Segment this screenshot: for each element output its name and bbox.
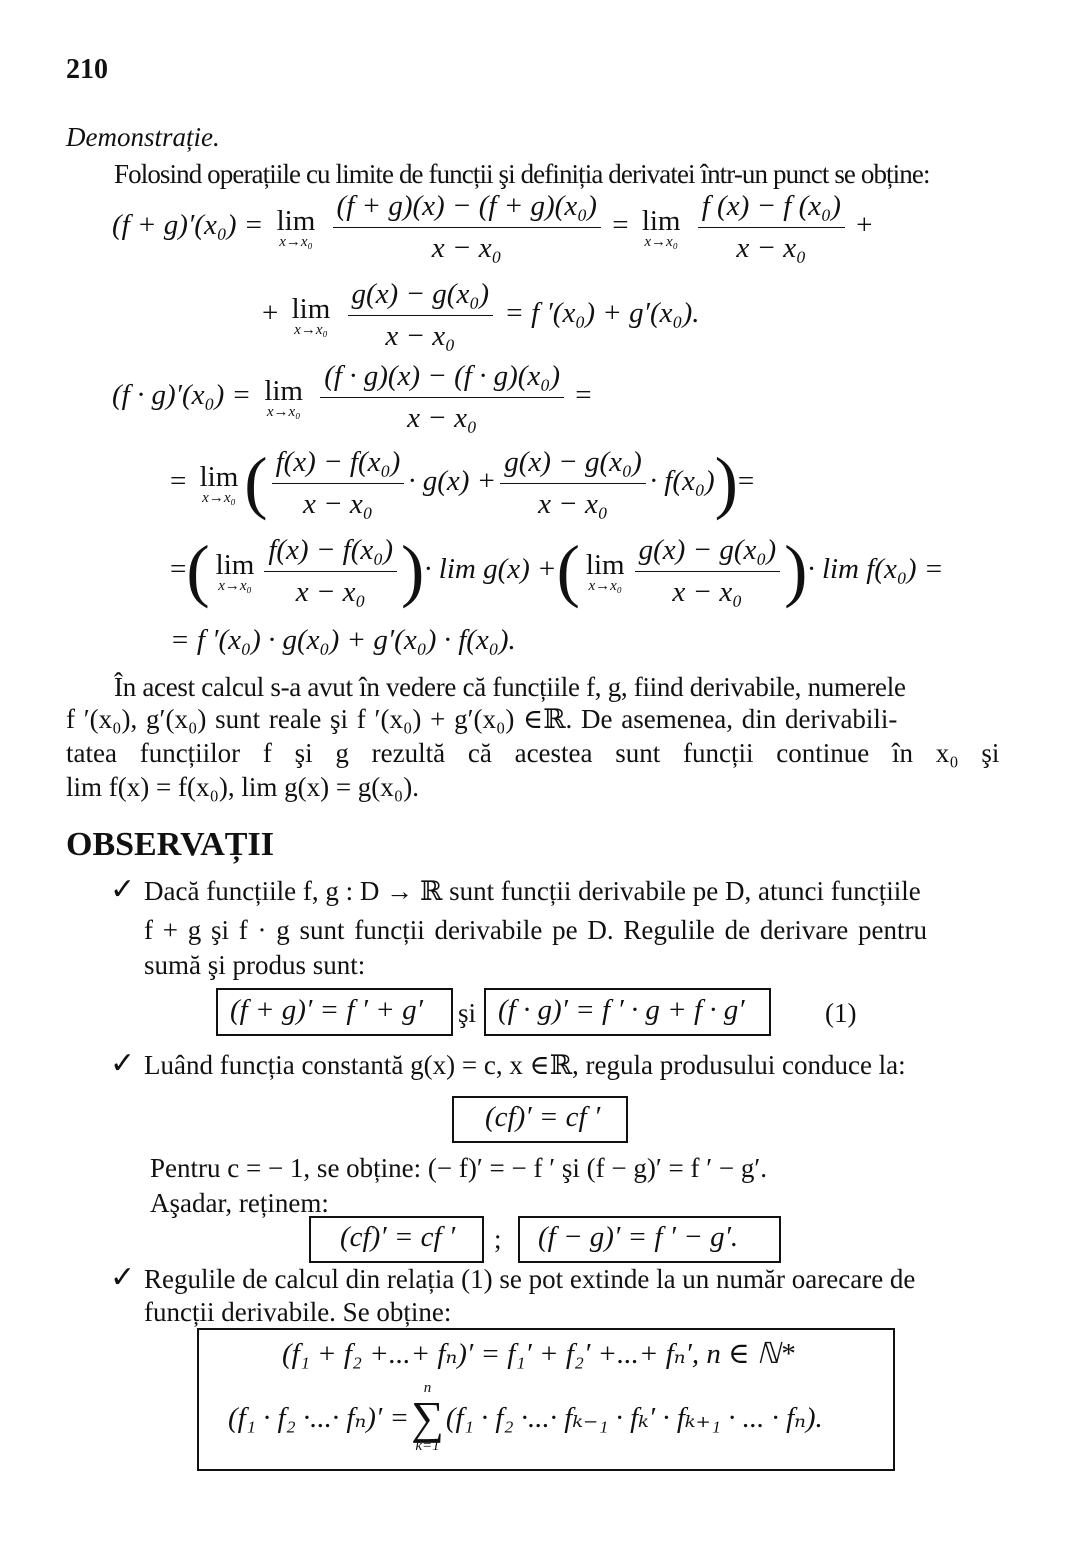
formula-cf2: (cf)′ = cf ′: [340, 1221, 456, 1253]
eq-prod-line1: (f · g)′(x₀) = lim x→x₀ $\frac{\text{(f · g)(x) − (f · g)(x₀)}}{\text{x − x₀}}$ =: [112, 360, 592, 434]
formula-sum: (f + g)′ = f ′ + g′: [230, 994, 423, 1026]
observations-heading: OBSERVAȚII: [66, 826, 274, 863]
fraction: $\frac{\text{f(x) − f(x₀)}}{\text{x − x₀}}$: [272, 446, 405, 521]
eq-prod-line3: =( lim x→x₀ $\frac{\text{f(x) − f(x₀)}}{\text{x − x₀}}$ )· lim g(x) +( lim x→x₀ $\frac{\text{g(x) − g(x₀)}}{\text{x − x₀}}$ )· lim f(x₀) =: [170, 532, 944, 610]
obs1-line2: f + g şi f · g sunt funcții derivabile pe D. Regulile de derivare pentru: [144, 915, 928, 945]
fraction: $\frac{\text{g(x) − g(x₀)}}{\text{x − x₀}}$: [348, 278, 494, 353]
and-word: şi: [458, 998, 477, 1028]
check-icon: ✓: [110, 873, 136, 906]
limit: lim x→x₀: [264, 374, 303, 420]
obs2-line3: Aşadar, reținem:: [150, 1188, 329, 1218]
fraction: $\frac{\text{g(x) − g(x₀)}}{\text{x − x₀}}$: [500, 446, 646, 521]
paragraph-line1: În acest calcul s-a avut în vedere că funcțiile f, g, fiind derivabile, numerele: [114, 672, 906, 702]
eq-sum-line2: + lim x→x₀ $\frac{\text{g(x) − g(x₀)}}{\text{x − x₀}}$ = f ′(x₀) + g′(x₀).: [262, 278, 700, 352]
separator: ;: [494, 1224, 502, 1254]
formula-diff: (f − g)′ = f ′ − g′.: [538, 1221, 739, 1253]
sum-operator: n ∑ k=1: [411, 1380, 444, 1455]
fraction: $\frac{\text{f(x) − f(x₀)}}{\text{x − x₀}}$: [264, 534, 397, 609]
formula-general-product: (f₁ · f₂ ·...· fₙ)′ = n ∑ k=1 (f₁ · f₂ ·...· fₖ₋₁ · fₖ′ · fₖ₊₁ · ... · fₙ).: [228, 1380, 823, 1455]
obs3-line2: funcții derivabile. Se obține:: [144, 1297, 452, 1327]
page-number: 210: [66, 54, 108, 85]
formula-cf: (cf)′ = cf ′: [485, 1101, 601, 1133]
obs2-line1: Luând funcția constantă g(x) = c, x ∈ℝ, regula produsului conduce la:: [144, 1050, 906, 1080]
paragraph-line2: f ′(x₀), g′(x₀) sunt reale şi f ′(x₀) + g′(x₀) ∈ℝ. De asemenea, din derivabili-: [66, 704, 898, 734]
intro-sentence: Folosind operațiile cu limite de funcții şi definiția derivatei într-un punct se obține:: [114, 159, 930, 189]
eq-prod-line4: = f ′(x₀) · g(x₀) + g′(x₀) · f(x₀).: [170, 624, 516, 656]
fraction: $\frac{\text{g(x) − g(x₀)}}{\text{x − x₀}}$: [635, 534, 781, 609]
limit: lim x→x₀: [641, 204, 681, 250]
fraction: $\frac{\text{(f + g)(x) − (f + g)(x₀)}}{\text{x − x₀}}$: [333, 190, 601, 265]
obs1-line3: sumă şi produs sunt:: [144, 950, 366, 980]
limit: lim x→x₀: [215, 548, 255, 594]
limit: lim x→x₀: [585, 548, 625, 594]
equation-number: (1): [825, 998, 857, 1028]
obs1-line1: Dacă funcțiile f, g : D → ℝ sunt funcții derivabile pe D, atunci funcțiile: [144, 876, 921, 906]
formula-prod: (f · g)′ = f ′ · g + f · g′: [498, 994, 745, 1026]
eq-prod-line2: = lim x→x₀ ( $\frac{\text{f(x) − f(x₀)}}{\text{x − x₀}}$ · g(x) + $\frac{\text{g(x) − g(x₀)}}{\text{x − x₀}}$ · f(x₀))=: [170, 444, 755, 522]
paragraph-line3: tatea funcțiilor f şi g rezultă că acestea sunt funcții continue în x₀ şi: [66, 738, 1000, 768]
paragraph-line4: lim f(x) = f(x₀), lim g(x) = g(x₀).: [66, 772, 419, 802]
fraction: $\frac{\text{f (x) − f (x₀)}}{\text{x − x₀}}$: [698, 190, 845, 265]
formula-general-sum: (f₁ + f₂ +...+ fₙ)′ = f₁′ + f₂′ +...+ fₙ′, n ∈ ℕ*: [282, 1338, 795, 1370]
obs2-line2: Pentru c = − 1, se obține: (− f)′ = − f ′ şi (f − g)′ = f ′ − g′.: [150, 1153, 767, 1183]
obs3-line1: Regulile de calcul din relația (1) se pot extinde la un număr oarecare de: [144, 1264, 916, 1294]
check-icon: ✓: [110, 1261, 136, 1294]
eq-sum-line1: (f + g)′(x₀) = lim x→x₀ $\frac{\text{(f + g)(x) − (f + g)(x₀)}}{\text{x − x₀}}$ = lim x→x₀ $\frac{\text{f (x) − f (x₀)}}{\text{x − x₀}}$ +: [112, 190, 873, 264]
limit: lim x→x₀: [199, 460, 239, 506]
check-icon: ✓: [110, 1047, 136, 1080]
proof-heading: Demonstrație.: [66, 122, 220, 152]
fraction: $\frac{\text{(f · g)(x) − (f · g)(x₀)}}{\text{x − x₀}}$: [320, 360, 564, 435]
limit: lim x→x₀: [291, 292, 331, 338]
eq-sum-lhs: (f + g)′(x₀) =: [112, 209, 264, 242]
limit: lim x→x₀: [276, 204, 316, 250]
